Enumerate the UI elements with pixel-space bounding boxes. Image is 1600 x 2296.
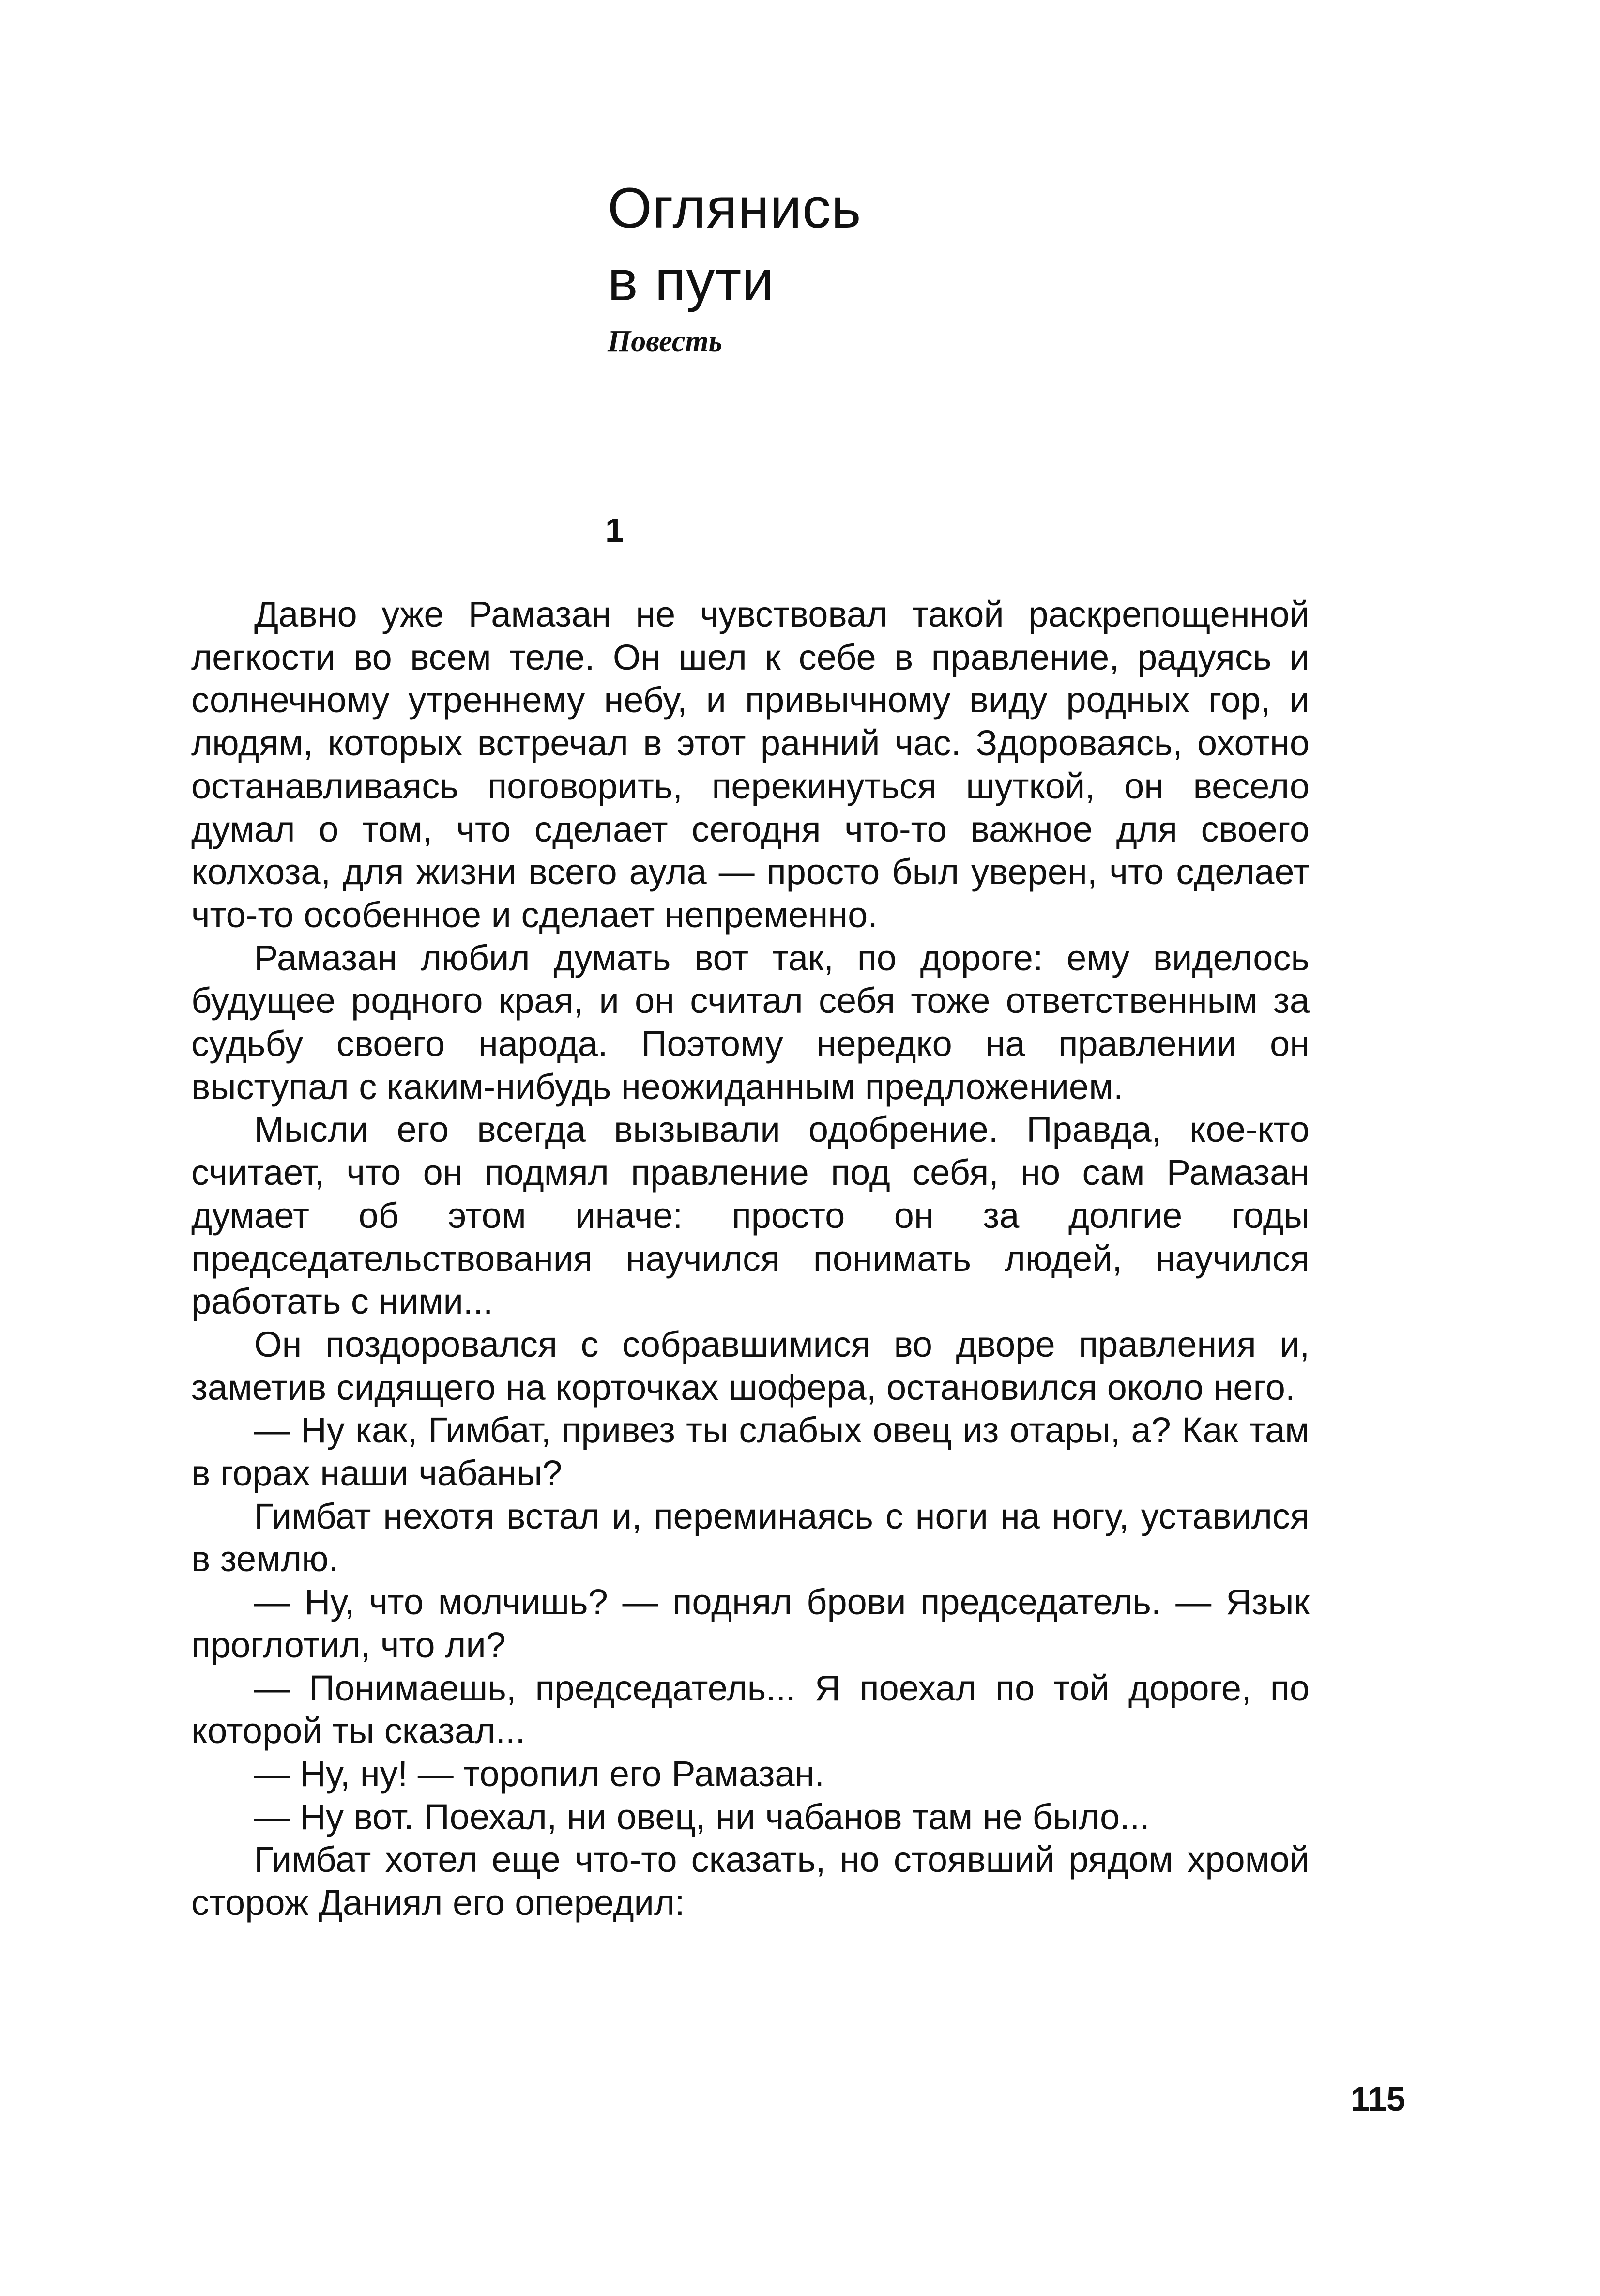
paragraph-9: — Ну, ну! — торопил его Рамазан. [254,1753,824,1794]
story-title-line-1: Оглянись [608,176,862,240]
paragraph-4: Он поздоровался с собравшимися во дворе правления и, заметив сидящего на корточках шофера, остановился около него. [191,1324,1310,1408]
body-text [191,593,1310,1925]
chapter-number: 1 [605,511,624,549]
title-block [608,172,862,361]
paragraph-7: — Ну, что молчишь? — поднял брови председатель. — Язык проглотил, что ли? [191,1582,1310,1665]
paragraph-8: — Понимаешь, председатель... Я поехал по той дороге, по которой ты сказал... [191,1668,1310,1751]
paragraph-5: — Ну как, Гимбат, привез ты слабых овец из отары, а? Как там в горах наши чабаны? [191,1410,1310,1494]
paragraph-11: Гимбат хотел еще что-то сказать, но стоявший рядом хромой сторож Даниял его опередил: [191,1839,1310,1923]
paragraph-1: Давно уже Рамазан не чувствовал такой раскрепощенной легкости во всем теле. Он шел к себе в правление, радуясь и солнечному утреннему небу, и привычному виду родных гор, и людям, которых встречал в этот ранний час. Здороваясь, охотно останавливаясь поговорить, перекинуться шуткой, он весело думал о том, что сделает сегодня что-то важное для своего колхоза, для жизни всего аула — просто был уверен, что сделает что-то особенное и сделает непременно. [191,594,1310,935]
paragraph-6: Гимбат нехотя встал и, переминаясь с ноги на ногу, уставился в землю. [191,1496,1310,1579]
paragraph-2: Рамазан любил думать вот так, по дороге: ему виделось будущее родного края, и он считал себя тоже ответственным за судьбу своего народа. Поэтому нередко на правлении он выступал с каким-нибудь неожиданным предложением. [191,937,1310,1107]
story-title-line-2: в пути [608,249,775,313]
genre-subtitle: Повесть [608,325,722,358]
paragraph-3: Мысли его всегда вызывали одобрение. Правда, кое-кто считает, что он подмял правление под себя, но сам Рамазан думает об этом иначе: просто он за долгие годы председательствования научился понимать людей, научился работать с ними... [191,1109,1310,1322]
paragraph-10: — Ну вот. Поехал, ни овец, ни чабанов там не было... [254,1796,1150,1837]
page-number: 115 [1351,2080,1405,2118]
